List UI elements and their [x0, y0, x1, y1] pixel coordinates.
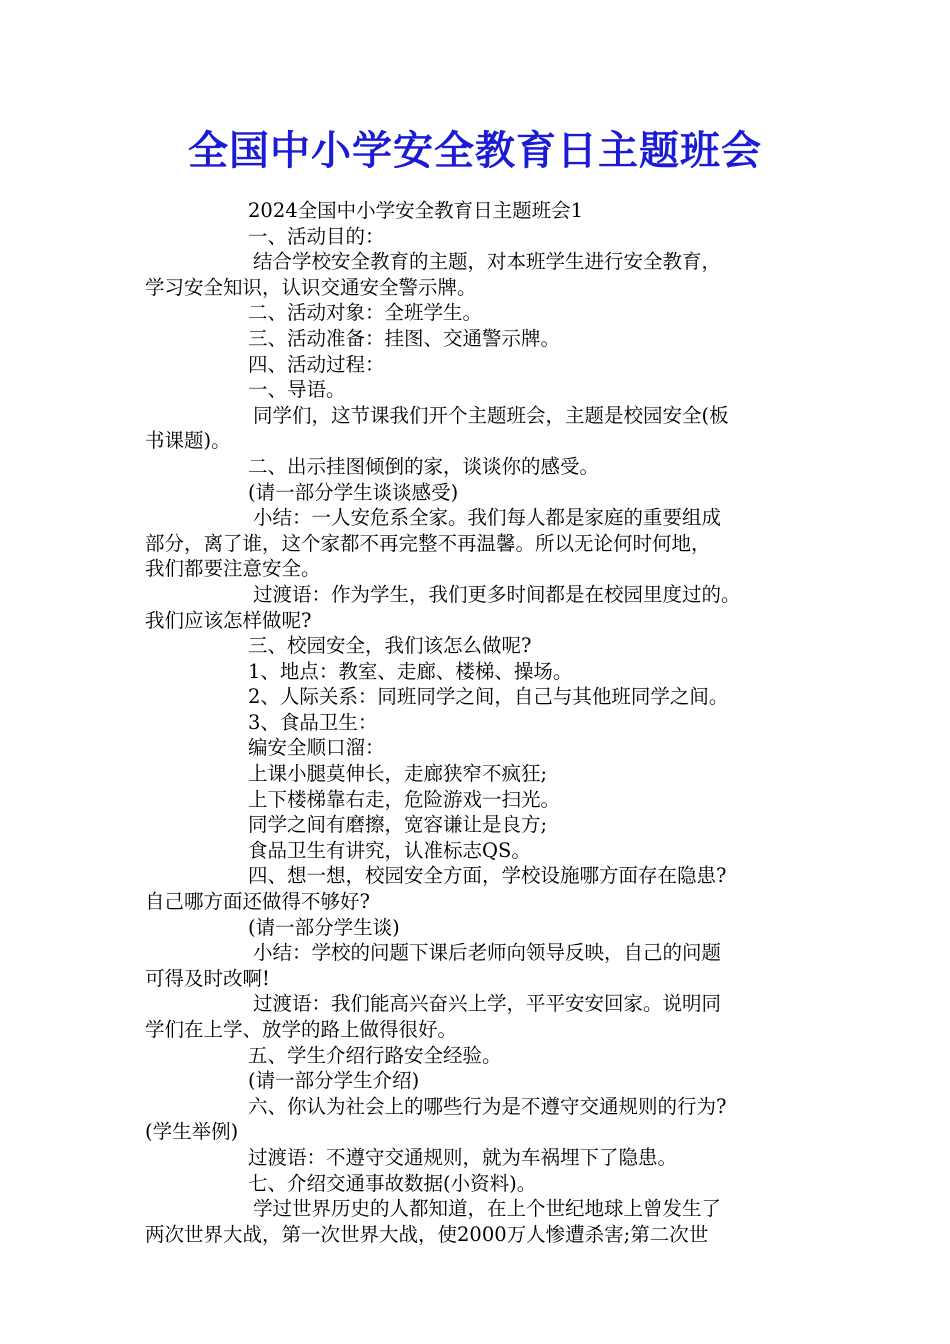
- paragraph-line: (请一部分学生谈谈感受): [248, 480, 459, 504]
- document-body: [145, 198, 807, 1247]
- paragraph-line: (学生举例): [145, 1120, 239, 1144]
- paragraph-line: 七、介绍交通事故数据(小资料)。: [248, 1171, 537, 1195]
- paragraph-line: 结合学校安全教育的主题，对本班学生进行安全教育，: [253, 250, 722, 274]
- paragraph-line: 六、你认为社会上的哪些行为是不遵守交通规则的行为?: [248, 1094, 727, 1118]
- paragraph-line: (请一部分学生介绍): [248, 1069, 420, 1093]
- paragraph-line: 学习安全知识，认识交通安全警示牌。: [145, 275, 477, 299]
- paragraph-line: 二、出示挂图倾倒的家，谈谈你的感受。: [248, 454, 600, 478]
- paragraph-line: 三、活动准备：挂图、交通警示牌。: [248, 326, 561, 350]
- paragraph-line: 编安全顺口溜：: [248, 736, 385, 760]
- paragraph-line: 小结：学校的问题下课后老师向领导反映，自己的问题: [253, 941, 722, 965]
- paragraph-line: 2024全国中小学安全教育日主题班会1: [248, 199, 584, 222]
- paragraph-line: 2、人际关系：同班同学之间，自己与其他班同学之间。: [248, 685, 729, 709]
- paragraph-line: 我们都要注意安全。: [145, 557, 321, 581]
- paragraph-line: 3、食品卫生：: [248, 710, 378, 734]
- paragraph-line: 过渡语：作为学生，我们更多时间都是在校园里度过的。: [253, 582, 741, 606]
- paragraph-line: 二、活动对象：全班学生。: [248, 301, 483, 325]
- paragraph-line: 小结：一人安危系全家。我们每人都是家庭的重要组成: [253, 506, 722, 530]
- paragraph-line: 1、地点：教室、走廊、楼梯、操场。: [248, 659, 573, 683]
- paragraph-line: 一、导语。: [248, 378, 346, 402]
- paragraph-line: 过渡语：不遵守交通规则，就为车祸埋下了隐患。: [248, 1145, 678, 1169]
- paragraph-line: 两次世界大战，第一次世界大战，使2000万人惨遭杀害;第二次世: [145, 1222, 709, 1246]
- paragraph-line: 三、校园安全，我们该怎么做呢?: [248, 634, 532, 658]
- paragraph-line: 部分，离了谁，这个家都不再完整不再温馨。所以无论何时何地，: [145, 531, 711, 555]
- paragraph-line: 上课小腿莫伸长，走廊狭窄不疯狂;: [248, 762, 548, 786]
- paragraph-line: 四、想一想，校园安全方面，学校设施哪方面存在隐患?: [248, 864, 727, 888]
- paragraph-line: 上下楼梯靠右走，危险游戏一扫光。: [248, 787, 561, 811]
- paragraph-line: 过渡语：我们能高兴奋兴上学，平平安安回家。说明同: [253, 992, 722, 1016]
- paragraph-line: 一、活动目的：: [248, 224, 385, 248]
- paragraph-line: (请一部分学生谈): [248, 915, 400, 939]
- paragraph-line: 学们在上学、放学的路上做得很好。: [145, 1018, 458, 1041]
- paragraph-line: 同学之间有磨擦，宽容谦让是良方;: [248, 813, 548, 837]
- paragraph-line: 书课题)。: [145, 429, 231, 453]
- paragraph-line: 五、学生介绍行路安全经验。: [248, 1043, 502, 1067]
- paragraph-line: 同学们，这节课我们开个主题班会，主题是校园安全(板: [253, 403, 729, 427]
- paragraph-line: 我们应该怎样做呢?: [145, 608, 312, 632]
- paragraph-line: 食品卫生有讲究，认准标志QS。: [248, 838, 531, 862]
- paragraph-line: 四、活动过程：: [248, 352, 385, 376]
- paragraph-line: 可得及时改啊!: [145, 966, 270, 990]
- paragraph-line: 自己哪方面还做得不够好?: [145, 890, 370, 914]
- document-title: 全国中小学安全教育日主题班会: [188, 127, 762, 174]
- paragraph-line: 学过世界历史的人都知道，在上个世纪地球上曾发生了: [253, 1197, 722, 1221]
